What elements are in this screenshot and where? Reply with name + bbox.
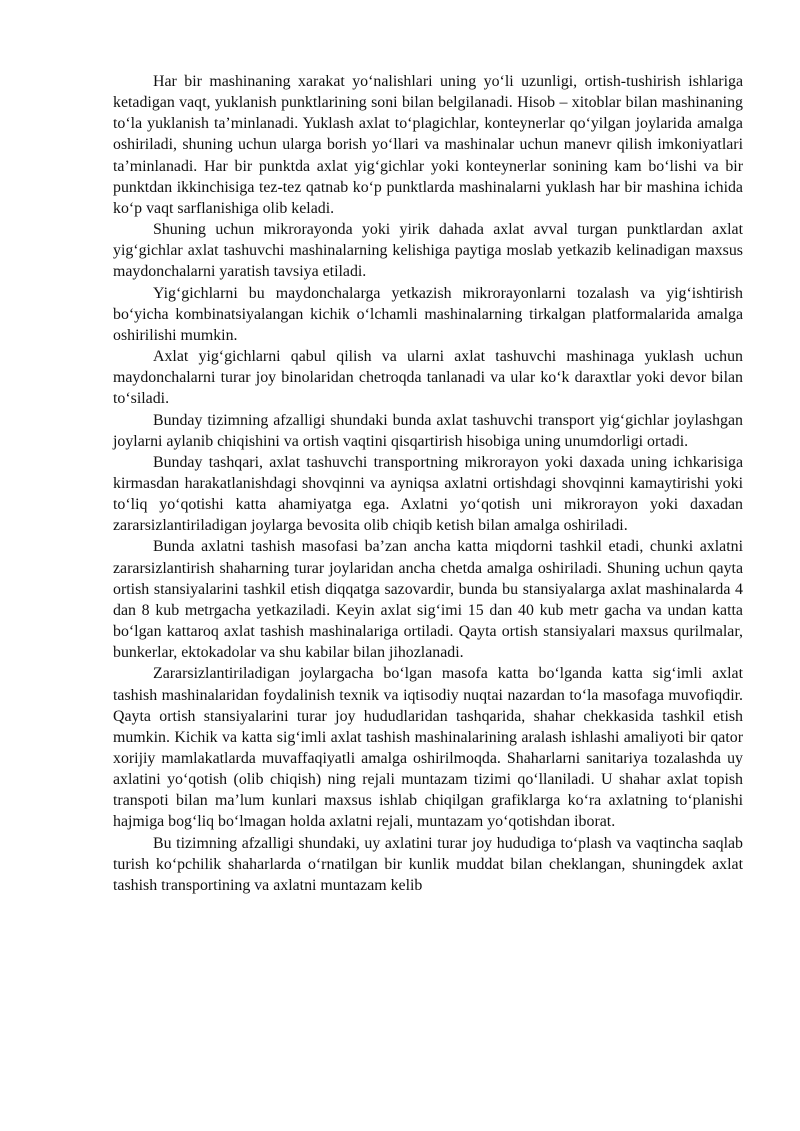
document-page (113, 71, 743, 896)
paragraph-2: Shuning uchun mikrorayonda yoki yirik dahada axlat avval turgan punktlardan axlat yig‘gichlar axlat tashuvchi mashinalarning kelishiga paytiga moslab yetkazib kelinadigan maxsus maydonchalarni yaratish tavsiya etiladi. (113, 221, 743, 281)
paragraph-6: Bunday tashqari, axlat tashuvchi transportning mikrorayon yoki daxada uning ichkarisiga kirmasdan harakatlanishdagi shovqinni va ayniqsa axlatni ortishdagi shovqinni kamaytirishi yoki to‘liq yo‘qotishi katta ahamiyatga ega. Axlatni yo‘qotish uni mikrorayon yoki daxadan zararsizlantiriladigan joylarga bevosita olib chiqib ketish bilan amalga oshiriladi. (113, 453, 743, 535)
paragraph-3: Yig‘gichlarni bu maydonchalarga yetkazish mikrorayonlarni tozalash va yig‘ishtirish bo‘yicha kombinatsiyalangan kichik o‘lchamli mashinalarning tirkalgan platformalarida amalga oshirilishi mumkin. (113, 284, 743, 344)
paragraph-8: Zararsizlantiriladigan joylargacha bo‘lgan masofa katta bo‘lganda katta sig‘imli axlat tashish mashinalaridan foydalinish texnik va iqtisodiy nuqtai nazardan to‘la masofaga muvofiqdir. Qayta ortish stansiyalarini turar joy hududlaridan tashqarida, shahar chekkasida tashkil etish mumkin. Kichik va katta sig‘imli axlat tashish mashinalarining aralash ishlashi amaliyoti bir qator xorijiy mamlakatlarda muvaffaqiyatli amalga oshirilmoqda. Shaharlarni sanitariya tozalashda uy axlatini yo‘qotish (olib chiqish) ning rejali muntazam tizimi qo‘llaniladi. U shahar axlat topish transpoti bilan ma’lum kunlari maxsus ishlab chiqilgan grafiklarga ko‘ra axlatning to‘planishi hajmiga bog‘liq bo‘lmagan holda axlatni rejali, muntazam yo‘qotishdan iborat. (113, 665, 743, 831)
paragraph-5: Bunday tizimning afzalligi shundaki bunda axlat tashuvchi transport yig‘gichlar joylashgan joylarni aylanib chiqishini va ortish vaqtini qisqartirish hisobiga uning unumdorligi ortadi. (113, 411, 743, 450)
paragraph-1: Har bir mashinaning xarakat yo‘nalishlari uning yo‘li uzunligi, ortish-tushirish ishlariga ketadigan vaqt, yuklanish punktlarining soni bilan belgilanadi. Hisob – xitoblar bilan mashinaning to‘la yuklanish ta’minlanadi. Yuklash axlat to‘plagichlar, konteynerlar qo‘yilgan joylarida amalga oshiriladi, shuning uchun ularga borish yo‘llari va mashinalar uchun manevr qilish imkoniyatlari ta’minlanadi. Har bir punktda axlat yig‘gichlar yoki konteynerlar sonining kam bo‘lishi va bir punktdan ikkinchisiga tez-tez qatnab ko‘p punktlarda mashinalarni yuklash har bir mashina ichida ko‘p vaqt sarflanishiga olib keladi. (113, 73, 743, 217)
paragraph-9: Bu tizimning afzalligi shundaki, uy axlatini turar joy hududiga to‘plash va vaqtincha saqlab turish ko‘pchilik shaharlarda o‘rnatilgan bir kunlik muddat bilan cheklangan, shuningdek axlat tashish transportining va axlatni muntazam kelib (113, 834, 743, 894)
paragraph-7: Bunda axlatni tashish masofasi ba’zan ancha katta miqdorni tashkil etadi, chunki axlatni zararsizlantirish shaharning turar joylaridan ancha chetda amalga oshiriladi. Shuning uchun qayta ortish stansiyalarini tashkil etish diqqatga sazovardir, bunda bu stansiyalarga axlat mashinalarda 4 dan 8 kub metrgacha yetkaziladi. Keyin axlat sig‘imi 15 dan 40 kub metr gacha va undan katta bo‘lgan kattaroq axlat tashish mashinalariga ortiladi. Qayta ortish stansiyalari maxsus qurilmalar, bunkerlar, ektokadolar va shu kabilar bilan jihozlanadi. (113, 538, 743, 662)
paragraph-4: Axlat yig‘gichlarni qabul qilish va ularni axlat tashuvchi mashinaga yuklash uchun maydonchalarni turar joy binolaridan chetroqda tanlanadi va ular ko‘k daraxtlar yoki devor bilan to‘siladi. (113, 348, 743, 408)
